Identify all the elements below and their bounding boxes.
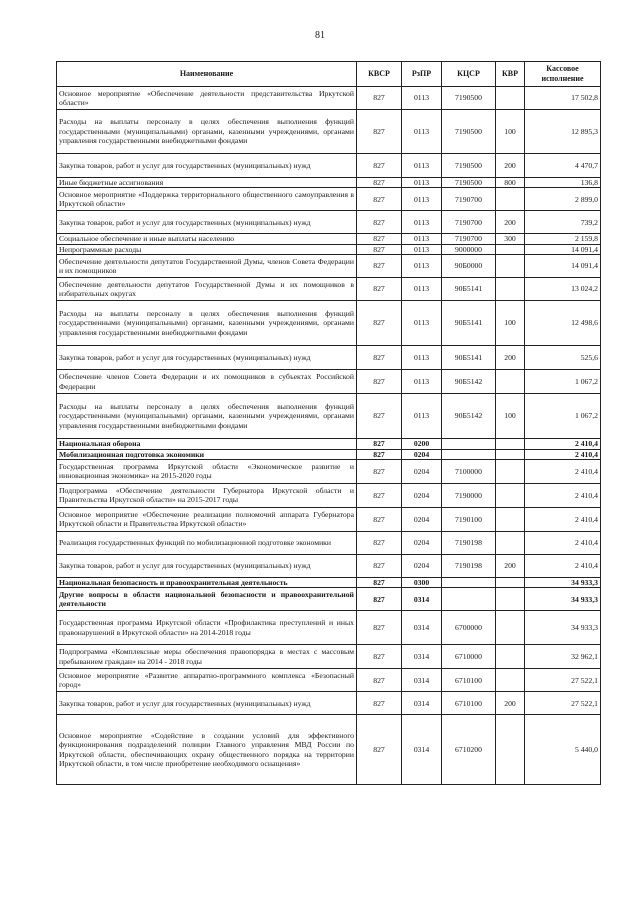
cell-name: Подпрограмма «Обеспечение деятельности Губернатора Иркутской области и Правительства Иркутской области» на 2015-2017 годы (57, 483, 357, 507)
table-row (57, 301, 601, 346)
cell-kvsr: 827 (357, 483, 402, 507)
page-number: 81 (315, 30, 325, 41)
cell-kcsr: 90Б0000 (442, 255, 496, 278)
cell-amount: 14 091,4 (525, 255, 601, 278)
cell-kvsr: 827 (357, 110, 402, 154)
table-row (57, 507, 601, 531)
cell-kcsr: 6710000 (442, 645, 496, 669)
cell-kvsr: 827 (357, 577, 402, 587)
cell-name: Другие вопросы в области национальной безопасности и правоохранительной деятельности (57, 588, 357, 611)
cell-kvr (496, 577, 525, 587)
cell-rzpr: 0113 (402, 278, 442, 301)
cell-kvsr: 827 (357, 531, 402, 554)
cell-kvsr: 827 (357, 244, 402, 254)
cell-rzpr: 0113 (402, 110, 442, 154)
table-row (57, 577, 601, 587)
table-row (57, 611, 601, 645)
table-row (57, 244, 601, 254)
cell-kvsr: 827 (357, 588, 402, 611)
table-row (57, 278, 601, 301)
cell-kcsr (442, 577, 496, 587)
header-rzpr: РзПР (402, 62, 442, 87)
cell-kvr (496, 255, 525, 278)
cell-kvr (496, 87, 525, 110)
cell-kvr (496, 188, 525, 211)
cell-kvr (496, 459, 525, 483)
cell-name: Национальная безопасность и правоохранительная деятельность (57, 577, 357, 587)
cell-kcsr: 7190100 (442, 507, 496, 531)
cell-kcsr: 90Б5141 (442, 346, 496, 370)
cell-amount: 13 024,2 (525, 278, 601, 301)
cell-kcsr: 7190500 (442, 154, 496, 178)
cell-amount: 2 410,4 (525, 554, 601, 577)
cell-rzpr: 0113 (402, 370, 442, 394)
table-row (57, 531, 601, 554)
cell-rzpr: 0204 (402, 554, 442, 577)
cell-kvsr: 827 (357, 394, 402, 439)
cell-name: Непрограммные расходы (57, 244, 357, 254)
cell-amount: 1 067,2 (525, 394, 601, 439)
cell-kvr (496, 507, 525, 531)
cell-kcsr: 7190500 (442, 87, 496, 110)
cell-name: Обеспечение деятельности депутатов Государственной Думы, членов Совета Федерации и их помощников (57, 255, 357, 278)
cell-amount: 5 440,0 (525, 715, 601, 785)
cell-kcsr: 9000000 (442, 244, 496, 254)
cell-kvr: 200 (496, 211, 525, 234)
cell-kvsr: 827 (357, 154, 402, 178)
cell-name: Основное мероприятие «Содействие в создании условий для эффективного функционирования подразделений полиции Главного управления МВД России по Иркутской области, обеспечивающих охрану общественного порядка на территории Иркутской области, в том числе приобретение необходимого оснащения» (57, 715, 357, 785)
cell-kvr (496, 588, 525, 611)
cell-rzpr: 0113 (402, 244, 442, 254)
cell-rzpr: 0113 (402, 154, 442, 178)
cell-kvsr: 827 (357, 255, 402, 278)
cell-kvsr: 827 (357, 234, 402, 244)
cell-kvsr: 827 (357, 301, 402, 346)
cell-rzpr: 0113 (402, 301, 442, 346)
cell-amount: 2 410,4 (525, 449, 601, 459)
cell-amount: 14 091,4 (525, 244, 601, 254)
table-row (57, 255, 601, 278)
cell-kvr (496, 669, 525, 692)
cell-kcsr: 7190198 (442, 554, 496, 577)
cell-kvr: 300 (496, 234, 525, 244)
cell-kcsr (442, 449, 496, 459)
cell-rzpr: 0113 (402, 255, 442, 278)
table-row (57, 439, 601, 449)
cell-kvr: 800 (496, 178, 525, 188)
cell-kvr (496, 278, 525, 301)
cell-name: Закупка товаров, работ и услуг для государственных (муниципальных) нужд (57, 554, 357, 577)
cell-kvr (496, 645, 525, 669)
cell-kvr (496, 531, 525, 554)
cell-kcsr: 7190198 (442, 531, 496, 554)
cell-amount: 34 933,3 (525, 611, 601, 645)
cell-kvsr: 827 (357, 715, 402, 785)
cell-kcsr: 7100000 (442, 459, 496, 483)
cell-kcsr: 7190500 (442, 110, 496, 154)
cell-rzpr: 0314 (402, 645, 442, 669)
cell-rzpr: 0113 (402, 234, 442, 244)
cell-kvr (496, 439, 525, 449)
cell-kvr (496, 449, 525, 459)
cell-kvr: 200 (496, 692, 525, 715)
cell-kvsr: 827 (357, 87, 402, 110)
cell-kvsr: 827 (357, 346, 402, 370)
cell-rzpr: 0314 (402, 692, 442, 715)
cell-kvr: 200 (496, 154, 525, 178)
cell-rzpr: 0204 (402, 507, 442, 531)
cell-amount: 2 410,4 (525, 507, 601, 531)
cell-kvr (496, 611, 525, 645)
cell-kcsr: 90Б5142 (442, 394, 496, 439)
cell-rzpr: 0314 (402, 588, 442, 611)
cell-amount: 2 899,0 (525, 188, 601, 211)
cell-name: Реализация государственных функций по мобилизационной подготовке экономики (57, 531, 357, 554)
cell-kvr: 100 (496, 301, 525, 346)
table-row (57, 715, 601, 785)
cell-kcsr: 90Б5142 (442, 370, 496, 394)
cell-kvr (496, 715, 525, 785)
cell-kvsr: 827 (357, 449, 402, 459)
cell-rzpr: 0314 (402, 715, 442, 785)
cell-kcsr: 6710200 (442, 715, 496, 785)
cell-name: Социальное обеспечение и иные выплаты населению (57, 234, 357, 244)
table-row (57, 645, 601, 669)
cell-amount: 17 502,8 (525, 87, 601, 110)
cell-rzpr: 0113 (402, 346, 442, 370)
table-row (57, 394, 601, 439)
header-name: Наименование (57, 62, 357, 87)
cell-kvsr: 827 (357, 669, 402, 692)
cell-rzpr: 0204 (402, 459, 442, 483)
cell-name: Основное мероприятие «Поддержка территориального общественного самоуправления в Иркутской области» (57, 188, 357, 211)
cell-kvsr: 827 (357, 611, 402, 645)
cell-rzpr: 0300 (402, 577, 442, 587)
cell-kcsr: 6710100 (442, 692, 496, 715)
header-amount: Кассовое исполнение (525, 62, 601, 87)
cell-amount: 1 067,2 (525, 370, 601, 394)
cell-name: Расходы на выплаты персоналу в целях обеспечения выполнения функций государственными (муниципальными) органами, казенными учреждениями, органами управления государственными внебюджетными фондами (57, 110, 357, 154)
cell-kvsr: 827 (357, 370, 402, 394)
cell-name: Обеспечение членов Совета Федерации и их помощников в субъектах Российской Федерации (57, 370, 357, 394)
table-row (57, 211, 601, 234)
table-row (57, 87, 601, 110)
cell-kcsr (442, 439, 496, 449)
cell-amount: 2 410,4 (525, 531, 601, 554)
cell-kvsr: 827 (357, 211, 402, 234)
cell-amount: 525,6 (525, 346, 601, 370)
cell-amount: 34 933,3 (525, 588, 601, 611)
cell-amount: 739,2 (525, 211, 601, 234)
budget-table (56, 61, 601, 785)
cell-rzpr: 0200 (402, 439, 442, 449)
cell-kvr (496, 483, 525, 507)
cell-kcsr: 90Б5141 (442, 301, 496, 346)
cell-kcsr: 7190500 (442, 178, 496, 188)
table-row (57, 588, 601, 611)
table-row (57, 669, 601, 692)
cell-name: Основное мероприятие «Обеспечение реализации полномочий аппарата Губернатора Иркутской области и Правительства Иркутской области» (57, 507, 357, 531)
cell-name: Расходы на выплаты персоналу в целях обеспечения выполнения функций государственными (муниципальными) органами, казенными учреждениями, органами управления государственными внебюджетными фондами (57, 394, 357, 439)
table-row (57, 370, 601, 394)
cell-amount: 2 410,4 (525, 439, 601, 449)
cell-kvsr: 827 (357, 554, 402, 577)
cell-kcsr: 7190700 (442, 234, 496, 244)
cell-kvsr: 827 (357, 692, 402, 715)
cell-name: Расходы на выплаты персоналу в целях обеспечения выполнения функций государственными (муниципальными) органами, казенными учреждениями, органами управления государственными внебюджетными фондами (57, 301, 357, 346)
table-row (57, 483, 601, 507)
header-kvr: КВР (496, 62, 525, 87)
table-row (57, 346, 601, 370)
table-row (57, 459, 601, 483)
cell-kvsr: 827 (357, 645, 402, 669)
cell-name: Закупка товаров, работ и услуг для государственных (муниципальных) нужд (57, 692, 357, 715)
cell-rzpr: 0113 (402, 178, 442, 188)
cell-kvsr: 827 (357, 507, 402, 531)
cell-amount: 12 498,6 (525, 301, 601, 346)
cell-kvsr: 827 (357, 459, 402, 483)
cell-kcsr: 6710100 (442, 669, 496, 692)
cell-kvsr: 827 (357, 278, 402, 301)
cell-name: Закупка товаров, работ и услуг для государственных (муниципальных) нужд (57, 211, 357, 234)
cell-rzpr: 0314 (402, 669, 442, 692)
cell-rzpr: 0314 (402, 611, 442, 645)
cell-amount: 12 895,3 (525, 110, 601, 154)
cell-name: Иные бюджетные ассигнования (57, 178, 357, 188)
cell-amount: 2 410,4 (525, 483, 601, 507)
cell-name: Основное мероприятие «Развитие аппаратно-программного комплекса «Безопасный город» (57, 669, 357, 692)
table-row (57, 188, 601, 211)
cell-kvr: 200 (496, 346, 525, 370)
cell-kcsr: 90Б5141 (442, 278, 496, 301)
cell-kvr (496, 370, 525, 394)
cell-rzpr: 0113 (402, 188, 442, 211)
cell-amount: 136,8 (525, 178, 601, 188)
table-row (57, 178, 601, 188)
cell-amount: 2 410,4 (525, 459, 601, 483)
cell-amount: 2 159,8 (525, 234, 601, 244)
table-row (57, 554, 601, 577)
header-kvsr: КВСР (357, 62, 402, 87)
table-row (57, 449, 601, 459)
cell-rzpr: 0204 (402, 449, 442, 459)
cell-rzpr: 0204 (402, 531, 442, 554)
cell-kvr: 100 (496, 110, 525, 154)
cell-name: Закупка товаров, работ и услуг для государственных (муниципальных) нужд (57, 154, 357, 178)
cell-kcsr: 7190000 (442, 483, 496, 507)
cell-kvsr: 827 (357, 439, 402, 449)
cell-name: Национальная оборона (57, 439, 357, 449)
table-row (57, 234, 601, 244)
header-kcsr: КЦСР (442, 62, 496, 87)
cell-kcsr: 6700000 (442, 611, 496, 645)
cell-amount: 27 522,1 (525, 692, 601, 715)
cell-name: Обеспечение деятельности депутатов Государственной Думы и их помощников в избирательных округах (57, 278, 357, 301)
table-row (57, 154, 601, 178)
cell-rzpr: 0113 (402, 211, 442, 234)
cell-name: Государственная программа Иркутской области «Профилактика преступлений и иных правонарушений в Иркутской области» на 2014-2018 годы (57, 611, 357, 645)
table-header (57, 62, 601, 87)
cell-rzpr: 0113 (402, 87, 442, 110)
cell-kvr: 100 (496, 394, 525, 439)
cell-amount: 27 522,1 (525, 669, 601, 692)
cell-rzpr: 0113 (402, 394, 442, 439)
cell-kvr: 200 (496, 554, 525, 577)
cell-kvsr: 827 (357, 188, 402, 211)
cell-name: Государственная программа Иркутской области «Экономическое развитие и инновационная экономика» на 2015-2020 годы (57, 459, 357, 483)
cell-amount: 34 933,3 (525, 577, 601, 587)
cell-kcsr: 7190700 (442, 188, 496, 211)
cell-name: Мобилизационная подготовка экономики (57, 449, 357, 459)
table-row (57, 692, 601, 715)
cell-name: Закупка товаров, работ и услуг для государственных (муниципальных) нужд (57, 346, 357, 370)
cell-kvr (496, 244, 525, 254)
cell-kcsr (442, 588, 496, 611)
cell-name: Основное мероприятие «Обеспечение деятельности представительства Иркутской области» (57, 87, 357, 110)
cell-name: Подпрограмма «Комплексные меры обеспечения правопорядка в местах с массовым пребыванием граждан» на 2014 - 2018 годы (57, 645, 357, 669)
cell-amount: 32 962,1 (525, 645, 601, 669)
table-row (57, 110, 601, 154)
cell-kcsr: 7190700 (442, 211, 496, 234)
cell-kvsr: 827 (357, 178, 402, 188)
cell-amount: 4 470,7 (525, 154, 601, 178)
cell-rzpr: 0204 (402, 483, 442, 507)
